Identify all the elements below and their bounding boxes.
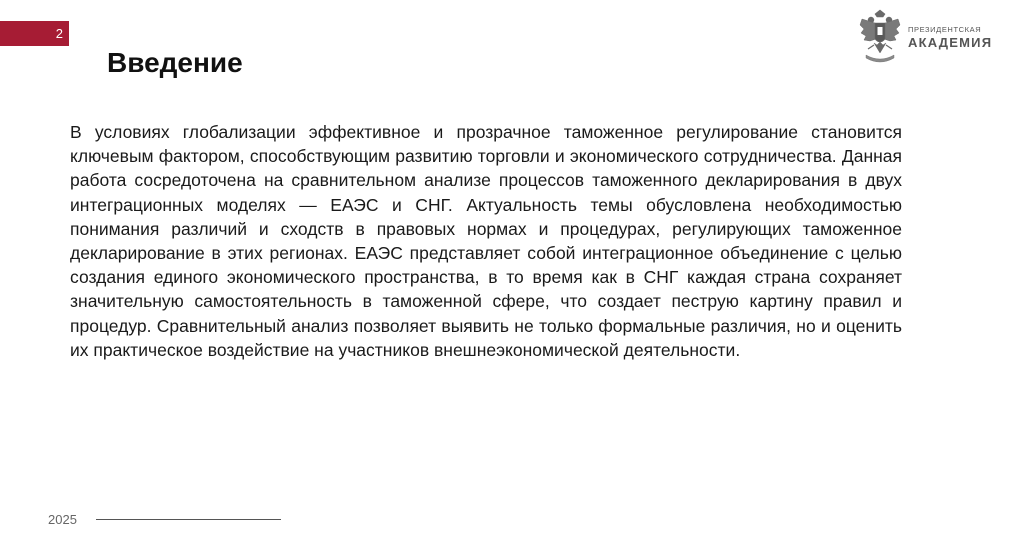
logo-text [908,25,992,50]
academy-logo [858,8,998,66]
page-number: 2 [55,26,63,41]
logo-line-2: АКАДЕМИЯ [908,34,993,50]
footer-divider [96,519,281,520]
page-number-badge [0,21,69,46]
logo-line-1: ПРЕЗИДЕНТСКАЯ [908,24,982,34]
footer-year: 2025 [48,512,77,527]
body-paragraph: В условиях глобализации эффективное и прозрачное таможенное регулирование становится ключевым фактором, способствующим развитию торговли и экономического сотрудничества. Данная работа сосредоточена на сравнительном анализе процессов таможенного декларирования в двух интеграционных моделях — ЕАЭС и СНГ. Актуальность темы обусловлена необходимостью понимания различий и сходств в правовых нормах и процедурах, регулирующих таможенное декларирование в этих регионах. ЕАЭС представляет собой интеграционное объединение с целью создания единого экономического пространства, в то время как в СНГ каждая страна сохраняет значительную самостоятельность в таможенной сфере, что создает пеструю картину правил и процедур. Сравнительный анализ позволяет выявить не только формальные различия, но и оценить их практическое воздействие на участников внешнеэкономической деятельности. [70,122,902,360]
slide-title: Введение [107,47,243,78]
double-headed-eagle-emblem-icon [858,9,902,65]
